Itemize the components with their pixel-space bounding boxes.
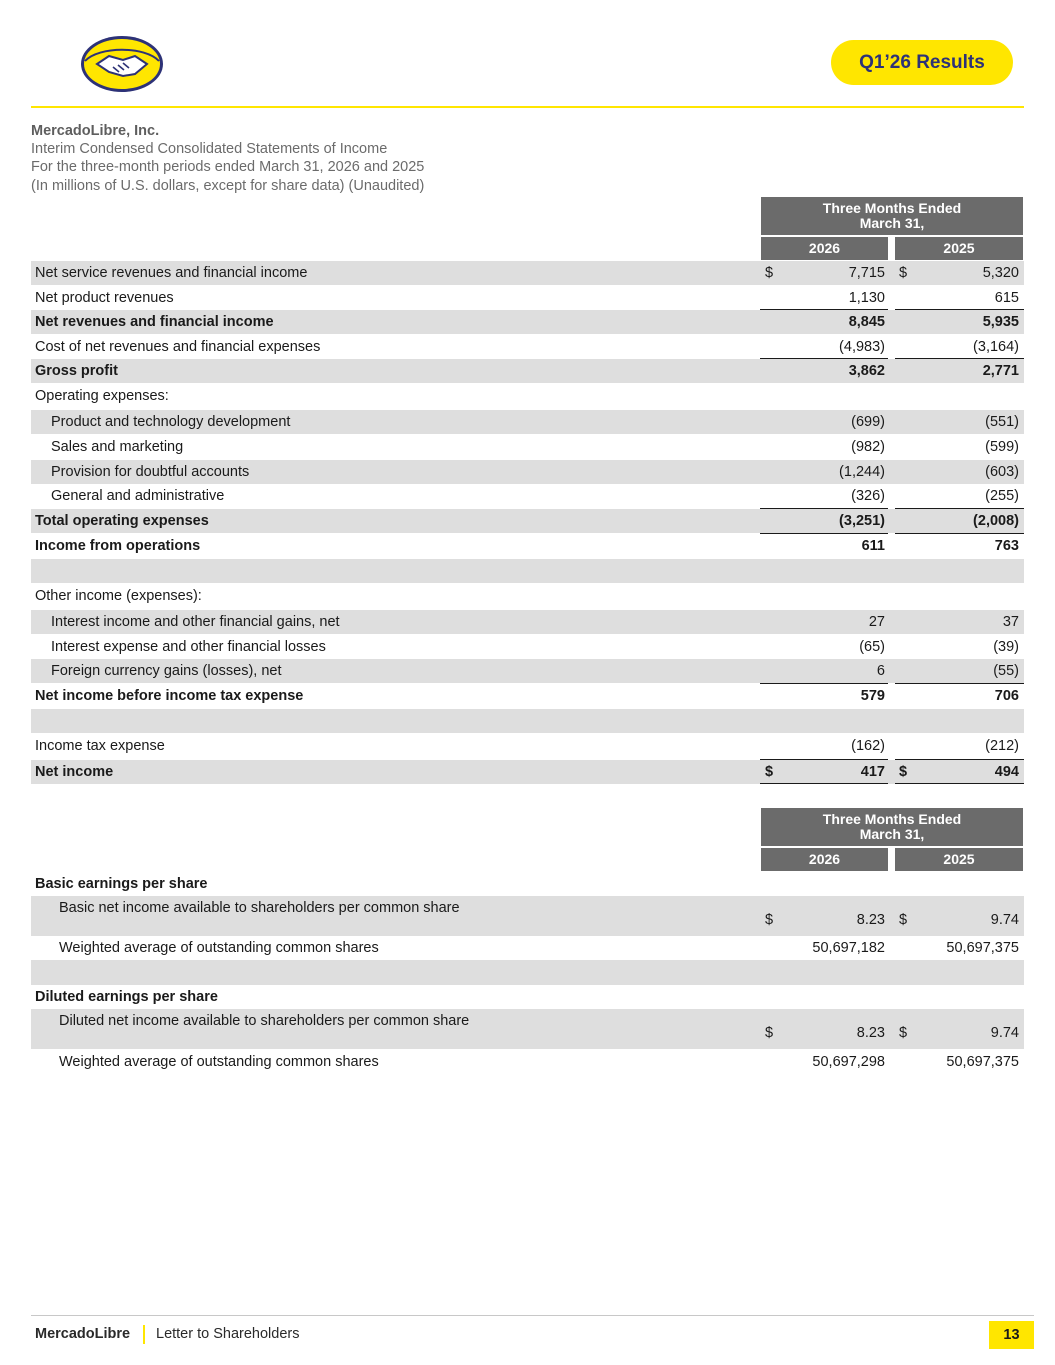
table-row xyxy=(31,335,1024,359)
value-2025: 494 xyxy=(994,764,1019,780)
value-2026: 27 xyxy=(868,614,885,630)
value-2026: (1,244) xyxy=(839,464,885,480)
value-2025: (599) xyxy=(985,439,1019,455)
statement-title: Interim Condensed Consolidated Statements of Income xyxy=(31,141,388,158)
row-label: Cost of net revenues and financial expenses xyxy=(35,339,321,355)
table-row xyxy=(31,610,1024,634)
table-row xyxy=(31,559,1024,583)
row-label: Total operating expenses xyxy=(35,513,209,529)
table1-year-2025: 2025 xyxy=(895,237,1023,260)
row-label: Net service revenues and financial income xyxy=(35,265,308,281)
value-2025: (603) xyxy=(985,464,1019,480)
row-label: Gross profit xyxy=(35,363,118,379)
statement-period: For the three-month periods ended March 31, 2026 and 2025 xyxy=(31,159,425,176)
currency-symbol: $ xyxy=(765,764,774,780)
value-2025: (2,008) xyxy=(973,513,1019,529)
table1-year-2026: 2026 xyxy=(761,237,888,260)
value-2026: 3,862 xyxy=(848,363,885,379)
table-row xyxy=(31,484,1024,508)
subtotal-rule xyxy=(895,683,1024,684)
page-number: 13 xyxy=(989,1321,1034,1349)
table2-period-header: Three Months Ended March 31, xyxy=(761,808,1023,846)
value-2026: (699) xyxy=(851,414,885,430)
statement-heading xyxy=(31,122,424,195)
table-row xyxy=(31,1049,1024,1075)
subtotal-rule xyxy=(760,759,888,760)
row-label: Diluted earnings per share xyxy=(35,989,218,1005)
currency-symbol: $ xyxy=(899,764,908,780)
table-row xyxy=(31,509,1024,533)
value-2025: 50,697,375 xyxy=(946,1054,1019,1070)
row-label: Interest income and other financial gains, net xyxy=(51,614,340,630)
row-label: Net income before income tax expense xyxy=(35,688,304,704)
row-label: General and administrative xyxy=(51,488,225,504)
value-2026: 50,697,182 xyxy=(812,940,885,956)
currency-symbol: $ xyxy=(765,1025,774,1041)
table-row xyxy=(31,584,1024,609)
subtotal-rule xyxy=(760,309,888,310)
subtotal-rule xyxy=(760,683,888,684)
subtotal-rule xyxy=(760,533,888,534)
row-label: Weighted average of outstanding common shares xyxy=(59,940,379,956)
value-2025: (55) xyxy=(993,663,1019,679)
footer-title: Letter to Shareholders xyxy=(156,1326,300,1342)
row-label: Net income xyxy=(35,764,114,780)
table2-year-2025: 2025 xyxy=(895,848,1023,871)
value-2025: 2,771 xyxy=(982,363,1019,379)
row-label: Provision for doubtful accounts xyxy=(51,464,250,480)
row-label: Sales and marketing xyxy=(51,439,184,455)
row-label: Other income (expenses): xyxy=(35,588,202,604)
value-2026: (326) xyxy=(851,488,885,504)
value-2025: (551) xyxy=(985,414,1019,430)
value-2026: 8.23 xyxy=(856,1025,885,1041)
subtotal-rule xyxy=(895,759,1024,760)
table1-period-header: Three Months Ended March 31, xyxy=(761,197,1023,235)
table-row xyxy=(31,734,1024,759)
currency-symbol: $ xyxy=(899,265,908,281)
value-2026: 8.23 xyxy=(856,912,885,928)
table-row xyxy=(31,659,1024,683)
table-row xyxy=(31,359,1024,383)
subtotal-rule xyxy=(895,533,1024,534)
company-name: MercadoLibre, Inc. xyxy=(31,123,160,139)
row-label: Net revenues and financial income xyxy=(35,314,274,330)
row-label: Basic earnings per share xyxy=(35,876,208,892)
footer-divider xyxy=(31,1315,1034,1316)
value-2025: (212) xyxy=(985,738,1019,754)
table-row xyxy=(31,873,1024,896)
value-2026: 579 xyxy=(860,688,885,704)
table-row xyxy=(31,684,1024,708)
currency-symbol: $ xyxy=(765,912,774,928)
value-2026: (982) xyxy=(851,439,885,455)
value-2025: 615 xyxy=(994,290,1019,306)
table-row xyxy=(31,709,1024,733)
table-row xyxy=(31,896,1024,936)
currency-symbol: $ xyxy=(899,912,908,928)
value-2026: 6 xyxy=(876,663,885,679)
table-row xyxy=(31,635,1024,659)
row-label: Income from operations xyxy=(35,538,201,554)
mercadolibre-logo xyxy=(79,34,165,94)
row-label: Interest expense and other financial losses xyxy=(51,639,326,655)
results-badge: Q1’26 Results xyxy=(831,40,1013,85)
table-row xyxy=(31,936,1024,960)
row-label: Operating expenses: xyxy=(35,388,169,404)
subtotal-rule xyxy=(895,309,1024,310)
total-rule xyxy=(760,783,888,784)
table-row xyxy=(31,310,1024,334)
subtotal-rule xyxy=(760,358,888,359)
value-2026: 7,715 xyxy=(848,265,885,281)
value-2025: (39) xyxy=(993,639,1019,655)
subtotal-rule xyxy=(895,358,1024,359)
table-row xyxy=(31,760,1024,784)
value-2025: 706 xyxy=(994,688,1019,704)
value-2025: 5,935 xyxy=(982,314,1019,330)
table-row xyxy=(31,410,1024,434)
table-row xyxy=(31,261,1024,285)
value-2025: 9.74 xyxy=(990,1025,1019,1041)
value-2025: 37 xyxy=(1002,614,1019,630)
value-2025: 9.74 xyxy=(990,912,1019,928)
row-label: Income tax expense xyxy=(35,738,165,754)
table-row xyxy=(31,534,1024,558)
row-label: Basic net income available to shareholders per common share xyxy=(59,900,460,916)
value-2026: 1,130 xyxy=(848,290,885,306)
value-2025: 50,697,375 xyxy=(946,940,1019,956)
value-2026: 611 xyxy=(861,538,885,554)
currency-symbol: $ xyxy=(765,265,774,281)
value-2026: (65) xyxy=(859,639,885,655)
value-2026: (4,983) xyxy=(839,339,885,355)
total-rule xyxy=(895,783,1024,784)
table-row xyxy=(31,435,1024,459)
table2-year-2026: 2026 xyxy=(761,848,888,871)
subtotal-rule xyxy=(895,508,1024,509)
value-2026: (162) xyxy=(851,738,885,754)
footer-brand: MercadoLibre xyxy=(35,1326,131,1342)
table-row xyxy=(31,1009,1024,1049)
subtotal-rule xyxy=(760,508,888,509)
value-2025: 763 xyxy=(994,538,1019,554)
row-label: Product and technology development xyxy=(51,414,291,430)
value-2025: (255) xyxy=(985,488,1019,504)
table-row xyxy=(31,985,1024,1009)
table-row xyxy=(31,286,1024,310)
value-2026: 417 xyxy=(860,764,885,780)
table-row xyxy=(31,384,1024,409)
row-label: Net product revenues xyxy=(35,290,174,306)
header-divider xyxy=(31,106,1024,108)
value-2026: 50,697,298 xyxy=(812,1054,885,1070)
table-row xyxy=(31,460,1024,484)
statement-units: (In millions of U.S. dollars, except for share data) (Unaudited) xyxy=(31,177,425,194)
value-2026: (3,251) xyxy=(839,513,885,529)
table-row xyxy=(31,960,1024,985)
value-2025: 5,320 xyxy=(982,265,1019,281)
row-label: Foreign currency gains (losses), net xyxy=(51,663,282,679)
row-label: Weighted average of outstanding common shares xyxy=(59,1054,379,1070)
value-2025: (3,164) xyxy=(973,339,1019,355)
currency-symbol: $ xyxy=(899,1025,908,1041)
value-2026: 8,845 xyxy=(848,314,885,330)
footer-separator xyxy=(143,1325,145,1344)
row-label: Diluted net income available to shareholders per common share xyxy=(59,1013,470,1029)
